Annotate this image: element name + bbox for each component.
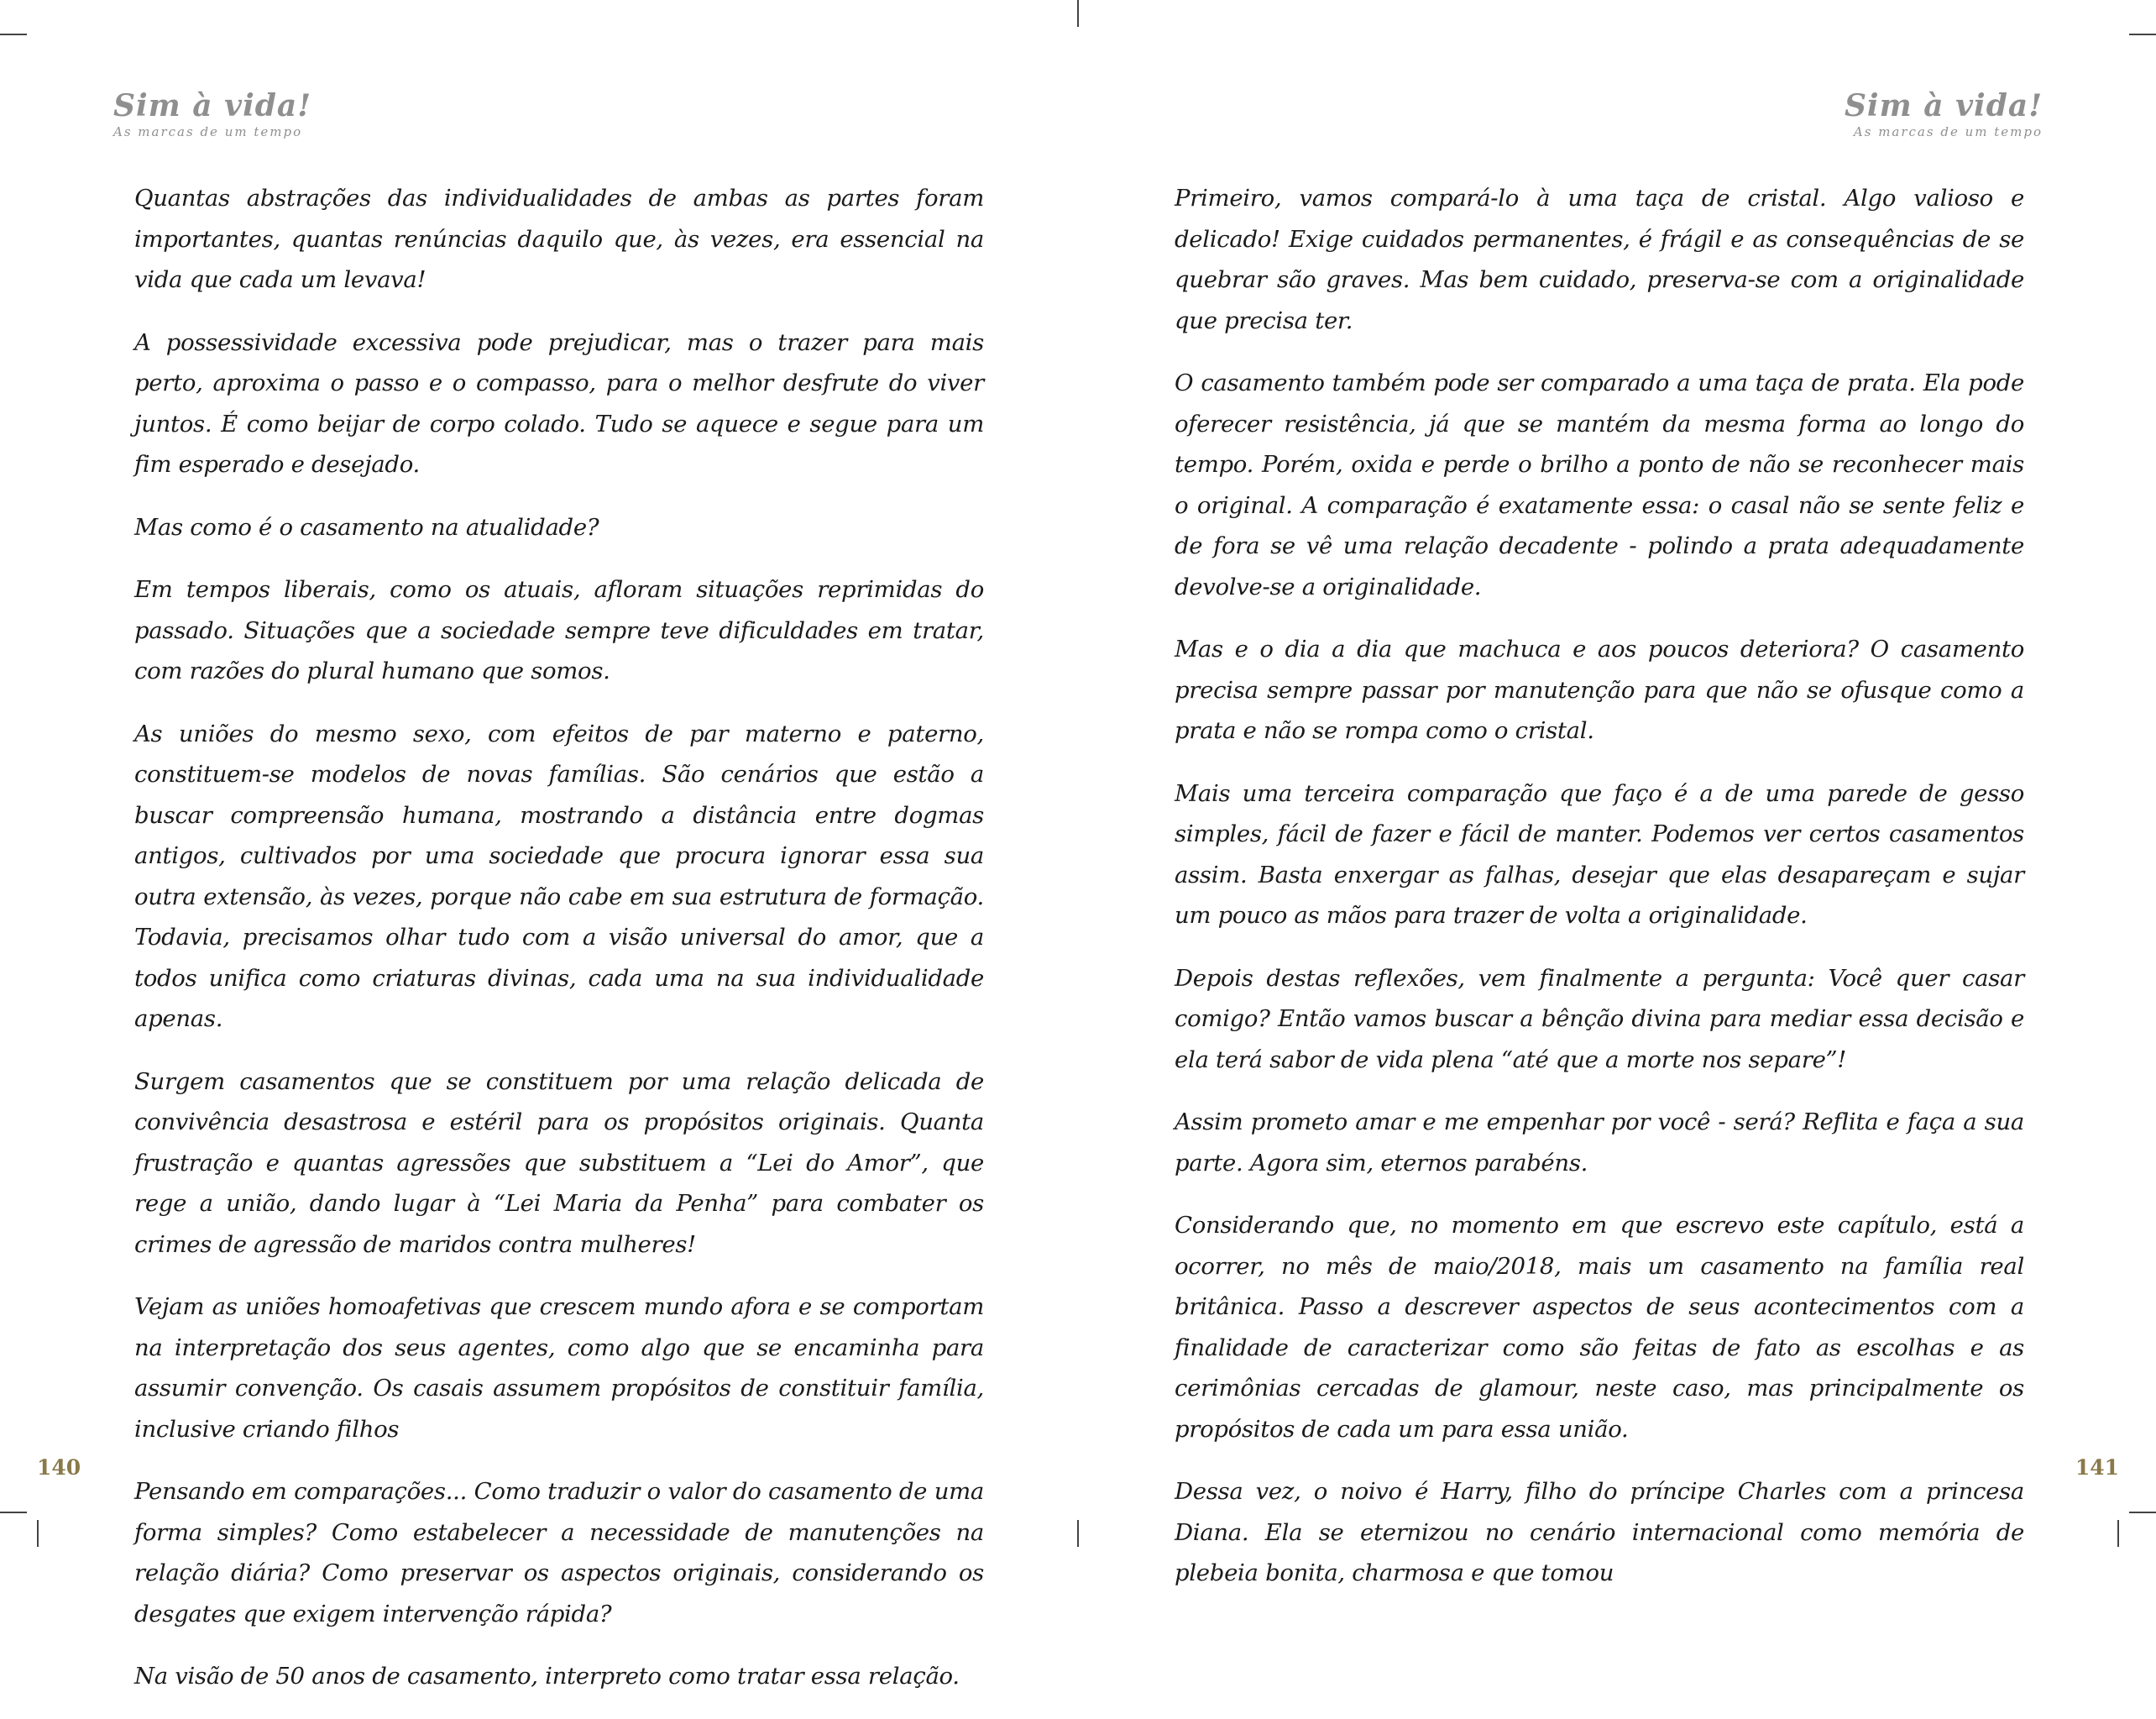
paragraph: Quantas abstrações das individualidades de ambas as partes foram importantes, quantas renúncias daquilo que, às vezes, era essencial na vida que cada um levava! <box>134 185 984 293</box>
running-header <box>1845 87 2043 139</box>
paragraph: O casamento também pode ser comparado a uma taça de prata. Ela pode oferecer resistência, já que se mantém da mesma forma ao longo do tempo. Porém, oxida e perde o brilho a ponto de não se reconhecer mais o original. A comparação é exatamente essa: o casal não se sente feliz e de fora se vê uma relação decadente - polindo a prata adequadamente devolve-se a originalidade. <box>1175 369 2024 600</box>
paragraph: Pensando em comparações... Como traduzir o valor do casamento de uma forma simples? Como estabelecer a necessidade de manutenções na relação diária? Como preservar os aspectos originais, considerando os desgates que exigem intervenção rápida? <box>134 1478 984 1627</box>
paragraph: A possessividade excessiva pode prejudicar, mas o trazer para mais perto, aproxima o passo e o compasso, para o melhor desfrute do viver juntos. É como beijar de corpo colado. Tudo se aquece e segue para um fim esperado e desejado. <box>134 328 984 478</box>
paragraph: Assim prometo amar e me empenhar por você - será? Reflita e faça a sua parte. Agora sim, eternos parabéns. <box>1175 1108 2024 1177</box>
right-page <box>1078 0 2156 1586</box>
paragraph: Primeiro, vamos compará-lo à uma taça de cristal. Algo valioso e delicado! Exige cuidados permanentes, é frágil e as consequências de se quebrar são graves. Mas bem cuidado, preserva-se com a originalidade que precisa ter. <box>1175 185 2024 334</box>
header-title: Sim à vida! <box>113 88 312 123</box>
header-title: Sim à vida! <box>1844 88 2043 123</box>
page-number: 141 <box>2075 1455 2119 1480</box>
paragraph: Mas como é o casamento na atualidade? <box>134 513 599 541</box>
paragraph: Na visão de 50 anos de casamento, interpreto como tratar essa relação. <box>134 1663 960 1690</box>
paragraph: Vejam as uniões homoafetivas que crescem mundo afora e se comportam na interpretação dos seus agentes, como algo que se encaminha para assumir convenção. Os casais assumem propósitos de constituir família, inclusive criando filhos <box>134 1293 984 1443</box>
running-header <box>113 87 311 139</box>
header-subtitle: As marcas de um tempo <box>113 124 303 139</box>
paragraph: Mas e o dia a dia que machuca e aos poucos deteriora? O casamento precisa sempre passar por manutenção para que não se ofusque como a prata e não se rompa como o cristal. <box>1175 636 2024 744</box>
paragraph: Depois destas reflexões, vem finalmente a pergunta: Você quer casar comigo? Então vamos buscar a bênção divina para mediar essa decisão e ela terá sabor de vida plena “até que a morte nos separe”! <box>1175 964 2024 1073</box>
page-body <box>134 178 984 1719</box>
paragraph: Em tempos liberais, como os atuais, afloram situações reprimidas do passado. Situações que a sociedade sempre teve dificuldades em tratar, com razões do plural humano que somos. <box>134 576 984 684</box>
page-number: 140 <box>37 1455 81 1480</box>
paragraph: Surgem casamentos que se constituem por uma relação delicada de convivência desastrosa e estéril para os propósitos originais. Quanta frustração e quantas agressões que substituem a “Lei do Amor”, que rege a união, dando lugar à “Lei Maria da Penha” para combater os crimes de agressão de maridos contra mulheres! <box>134 1067 984 1258</box>
page-body <box>1175 178 2024 1616</box>
paragraph: Mais uma terceira comparação que faço é a de uma parede de gesso simples, fácil de fazer e fácil de manter. Podemos ver certos casamentos assim. Basta enxergar as falhas, desejar que elas desapareçam e sujar um pouco as mãos para trazer de volta a originalidade. <box>1175 779 2024 929</box>
paragraph: As uniões do mesmo sexo, com efeitos de par materno e paterno, constituem-se modelos de novas famílias. São cenários que estão a buscar compreensão humana, mostrando a distância entre dogmas antigos, cultivados por uma sociedade que procura ignorar essa sua outra extensão, às vezes, porque não cabe em sua estrutura de formação. Todavia, precisamos olhar tudo com a visão universal do amor, que a todos unifica como criaturas divinas, cada uma na sua individualidade apenas. <box>134 720 984 1032</box>
left-page <box>0 0 1078 1690</box>
paragraph: Considerando que, no momento em que escrevo este capítulo, está a ocorrer, no mês de maio/2018, mais um casamento na família real britânica. Passo a descrever aspectos de seus acontecimentos com a finalidade de caracterizar como são feitas de fato as escolhas e as cerimônias cercadas de glamour, neste caso, mas principalmente os propósitos de cada um para essa união. <box>1175 1212 2024 1443</box>
paragraph: Dessa vez, o noivo é Harry, filho do príncipe Charles com a princesa Diana. Ela se eternizou no cenário internacional como memória de plebeia bonita, charmosa e que tomou <box>1175 1478 2024 1586</box>
header-subtitle: As marcas de um tempo <box>1853 124 2043 139</box>
